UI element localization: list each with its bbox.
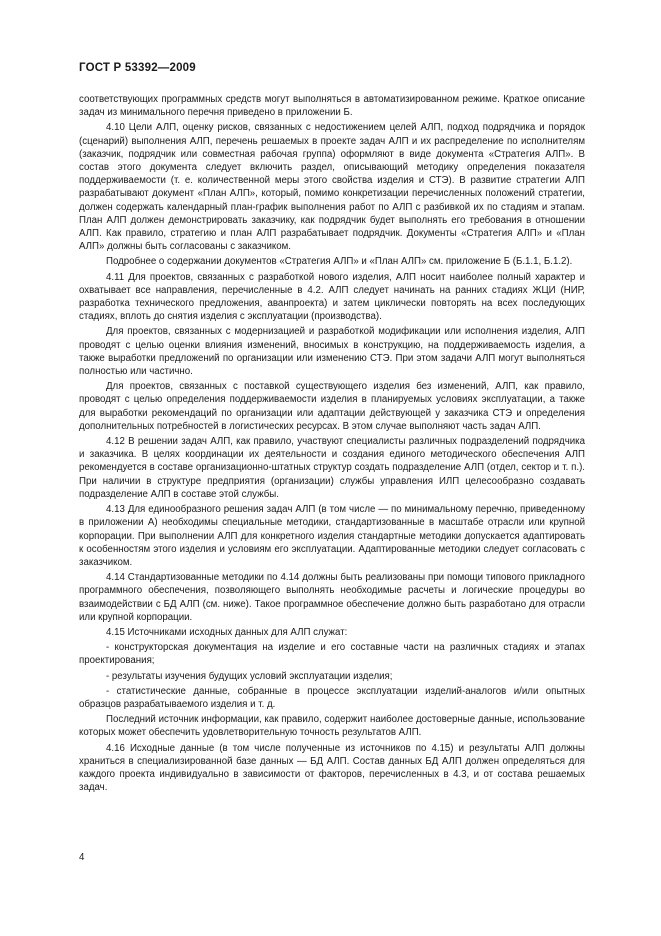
paragraph-last-source: Последний источник информации, как правило, содержит наиболее достоверные данные, использование которых может обеспечить удовлетворительную точность результатов АЛП. (79, 714, 585, 739)
list-item: - результаты изучения будущих условий эксплуатации изделия; (106, 670, 393, 682)
list-item: - конструкторская документация на изделие и его составные части на различных стадиях и этапах проектирования; (79, 642, 585, 667)
clause-4-10: 4.10 Цели АЛП, оценку рисков, связанных с недостижением целей АЛП, подход подрядчика и порядок (сценарий) выполнения АЛП, перечень решаемых в проекте задач АЛП и их распределение по исполнителям (заказчик, подрядчик или совместная рабочая группа) оформляют в виде документа «Стратегия АЛП». В состав этого документа следует включить раздел, описывающий методику определения показателя поддерживаемости (т. е. количественной меры этого свойства изделия и СТЭ). В развитие стратегии АЛП разрабатывают документ «План АЛП», который, помимо конкретизации перечисленных положений стратегии, должен содержать календарный план-график выполнения работ по АЛП с разбивкой их по стадиям и этапам. План АЛП должен демонстрировать заказчику, как подрядчик будет выполнять его требования в отношении АЛП. Как правило, стратегию и план АЛП разрабатывает подрядчик. Документы «Стратегия АЛП» и «План АЛП» должны быть согласованы с заказчиком. (79, 122, 585, 253)
paragraph-strategy-reference: Подробнее о содержании документов «Стратегия АЛП» и «План АЛП» см. приложение Б (Б.1.1, Б.1.2). (106, 256, 573, 268)
clause-4-16: 4.16 Исходные данные (в том числе полученные из источников по 4.15) и результаты АЛП должны храниться в специализированной базе данных — БД АЛП. Состав данных БД АЛП должен определяться для каждого проекта индивидуально в зависимости от факторов, перечисленных в 4.3, и от состава решаемых задач. (79, 742, 585, 794)
paragraph-modernization: Для проектов, связанных с модернизацией и разработкой модификации или исполнения изделия, АЛП проводят с целью оценки влияния изменений, вносимых в конструкцию, на поддерживаемость изделия, а также выработки предложений по организации или изменению СТЭ. При этом задачи АЛП могут выполняться полностью или частично. (79, 326, 585, 378)
clause-4-11: 4.11 Для проектов, связанных с разработкой нового изделия, АЛП носит наиболее полный характер и охватывает все направления, перечисленные в 4.2. АЛП следует начинать на ранних стадиях ЖЦИ (НИР, разработка технического предложения, аванпроекта) и затем циклически повторять на всех последующих стадиях, вплоть до снятия изделия с эксплуатации (производства). (79, 271, 585, 323)
list-item: - статистические данные, собранные в процессе эксплуатации изделий-аналогов и/или опытных образцов разрабатываемого изделия и т. д. (79, 685, 585, 710)
clause-4-15: 4.15 Источниками исходных данных для АЛП служат: (106, 626, 348, 638)
clause-4-12: 4.12 В решении задач АЛП, как правило, участвуют специалисты различных подразделений подрядчика и заказчика. В целях координации их деятельности и создания единого методического обеспечения АЛП рекомендуется в составе организационно-штатных структур создать подразделение АЛП (отдел, сектор и т. п.). При наличии в структуре предприятия (организации) службы управления ИЛП целесообразно создавать подразделение АЛП в составе этой службы. (79, 436, 585, 500)
clause-4-13: 4.13 Для единообразного решения задач АЛП (в том числе — по минимальному перечню, приведенному в приложении А) необходимы специальные методики, стандартизованные в масштабе отрасли или крупной корпорации. При выполнении АЛП для конкретного изделия стандартные методики допускается адаптировать к особенностям этого изделия и условиям его эксплуатации. Адаптированные методики следует согласовать с заказчиком. (79, 504, 585, 568)
paragraph-existing-product: Для проектов, связанных с поставкой существующего изделия без изменений, АЛП, как правило, проводят с целью определения поддерживаемости изделия в планируемых условиях эксплуатации, а также для выработки рекомендаций по организации или адаптации действующей у заказчика СТЭ и определения дополнительных потребностей в логистических ресурсах. В этом случае выполняют часть задач АЛП. (79, 381, 585, 432)
paragraph-continuation: соответствующих программных средств могут выполняться в автоматизированном режиме. Краткое описание задач из минимального перечня приведено в приложении Б. (79, 94, 585, 119)
page-number: 4 (79, 852, 85, 863)
standard-header: ГОСТ Р 53392—2009 (79, 62, 196, 74)
body-text (79, 93, 585, 796)
clause-4-14: 4.14 Стандартизованные методики по 4.14 должны быть реализованы при помощи типового прикладного программного обеспечения, позволяющего выполнять необходимые расчеты и логические процедуры во взаимодействии с БД АЛП (см. ниже). Такое программное обеспечение должно быть разработано для отрасли или крупной корпорации. (79, 572, 585, 623)
